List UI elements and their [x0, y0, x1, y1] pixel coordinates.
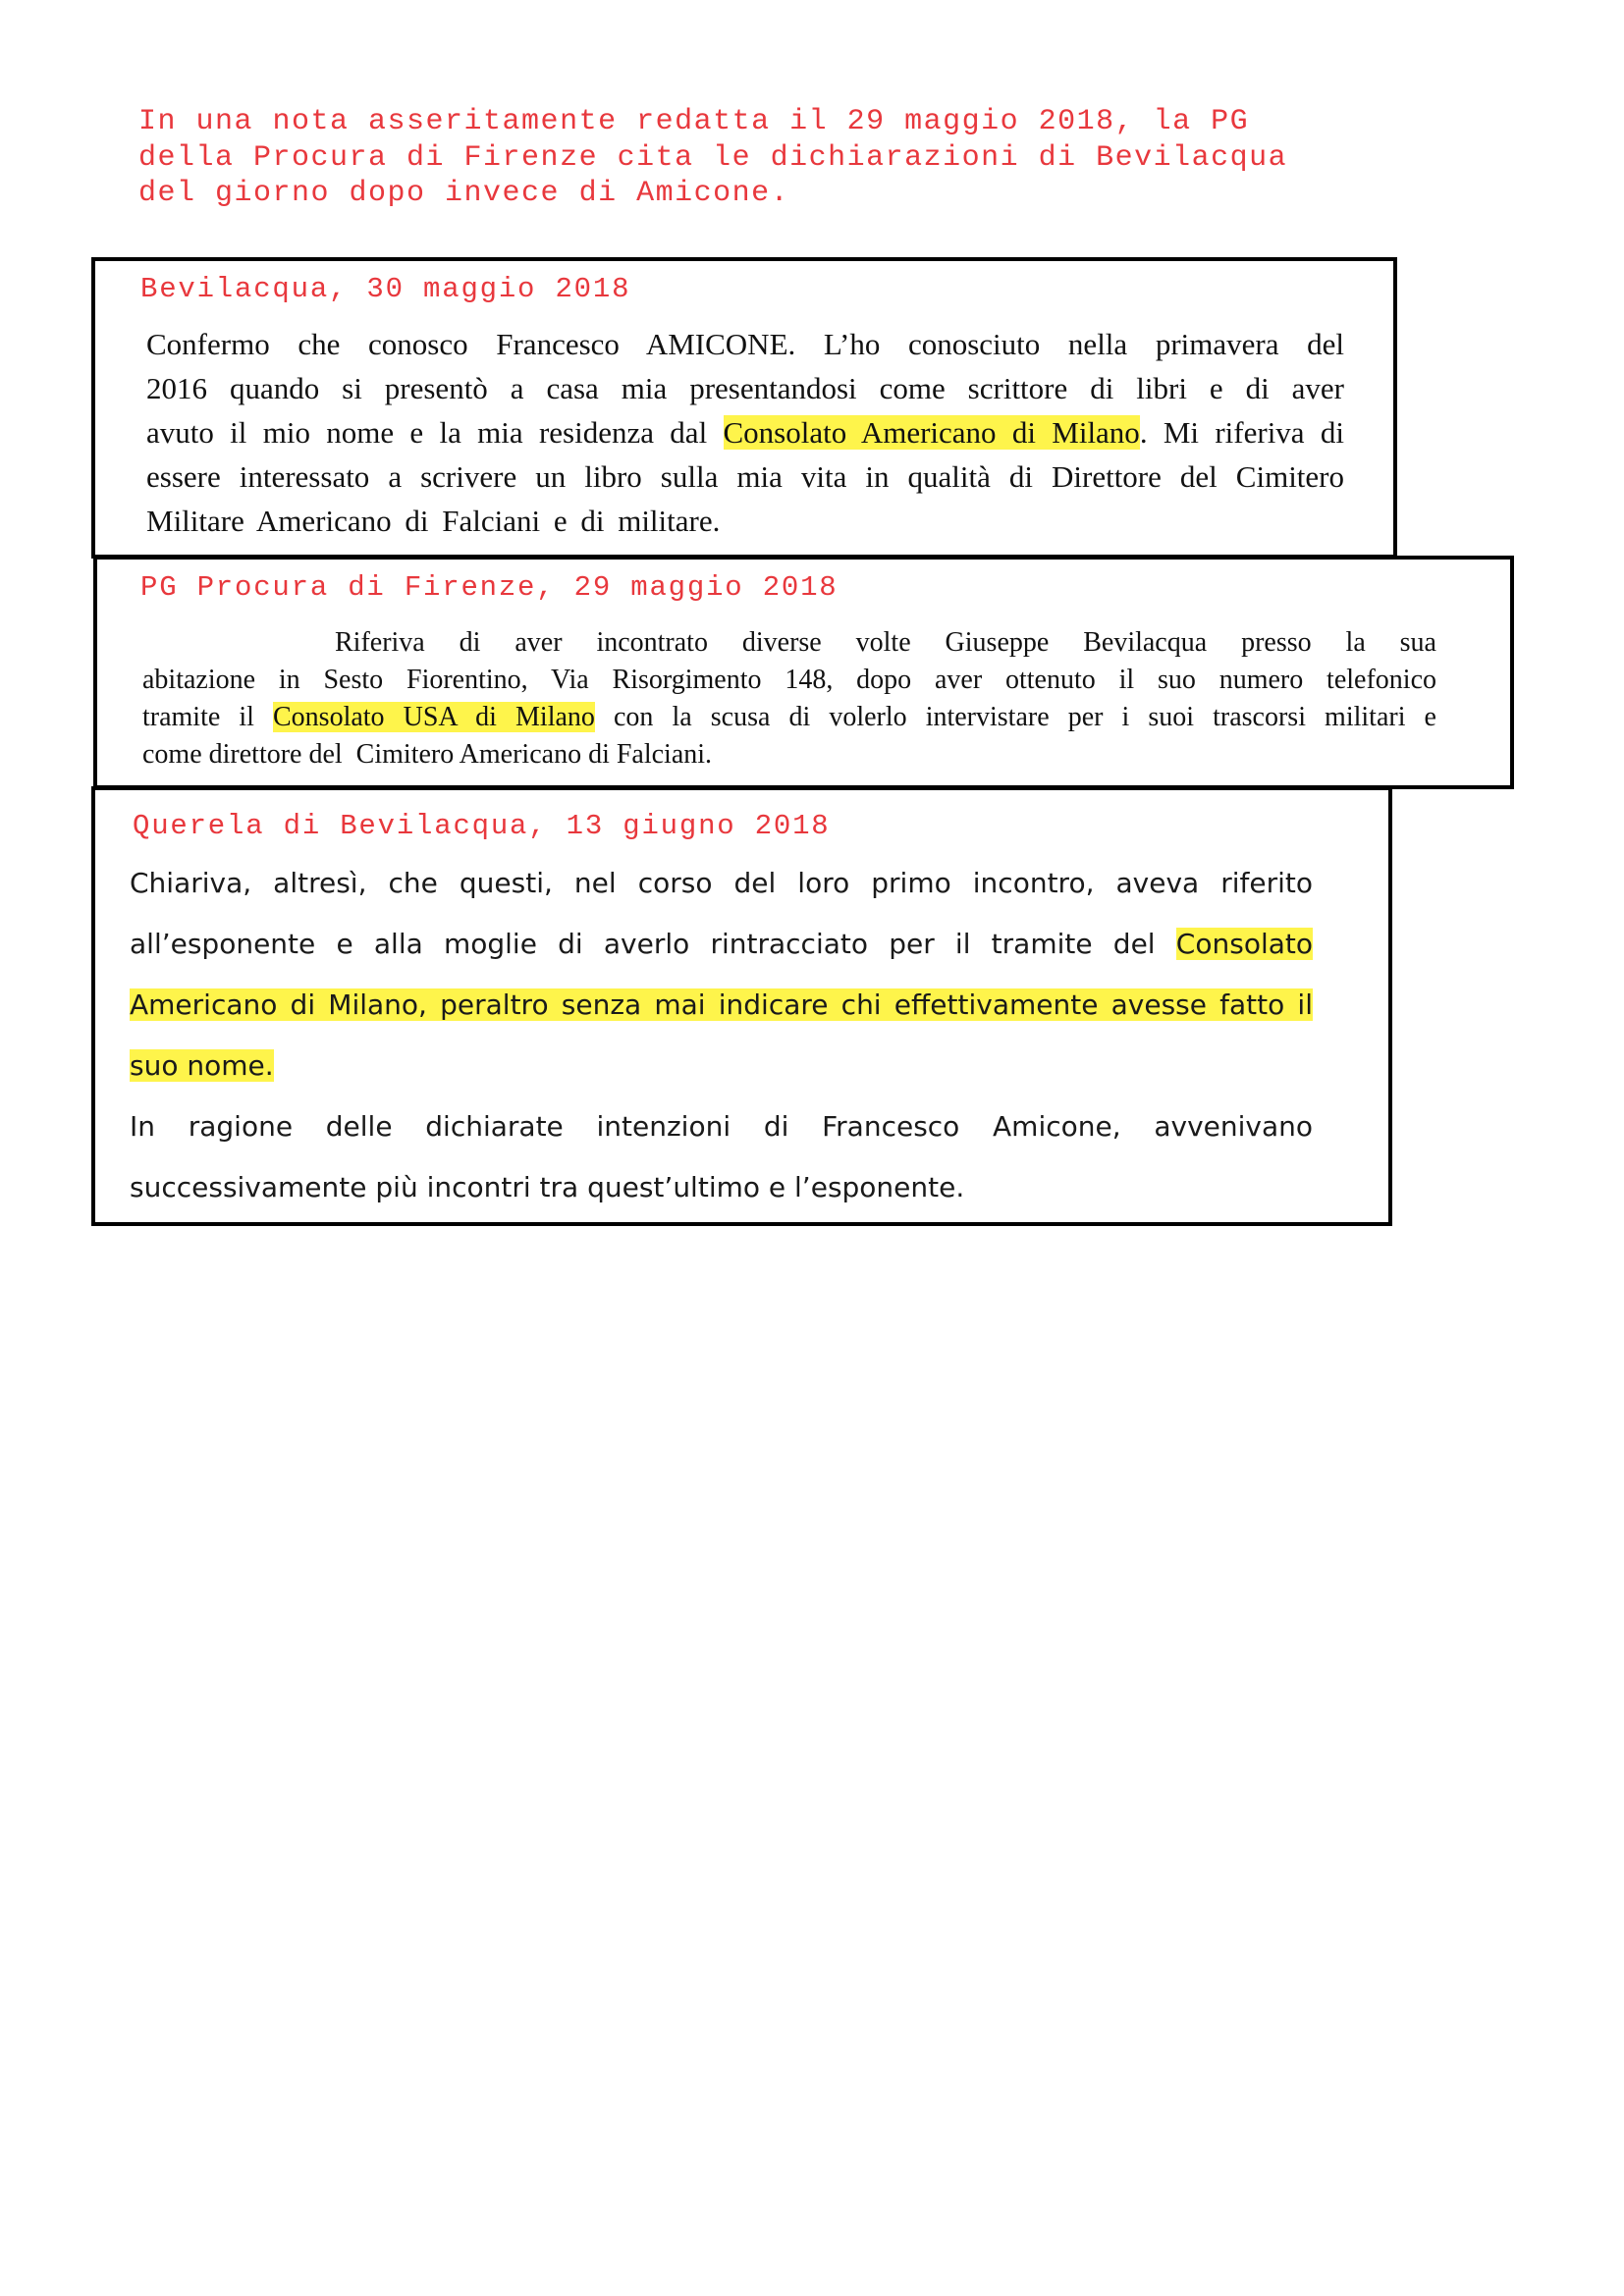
text-line: Confermo che conosco Francesco AMICONE. L’ho conosciuto nella primavera del — [146, 327, 1344, 361]
highlighted-text: Consolato Americano di Milano — [723, 415, 1140, 450]
intro-line: della Procura di Firenze cita le dichiarazioni di Bevilacqua — [138, 140, 1288, 175]
highlighted-text: Consolato — [1175, 928, 1313, 960]
text-line: Riferiva di aver incontrato diverse volte Giuseppe Bevilacqua presso la sua — [335, 627, 1436, 658]
text-line: Chiariva, altresì, che questi, nel corso del loro primo incontro, aveva riferito — [130, 867, 1313, 899]
intro-note — [138, 104, 1356, 212]
excerpt-title: PG Procura di Firenze, 29 maggio 2018 — [140, 571, 839, 604]
intro-line: In una nota asseritamente redatta il 29 maggio 2018, la PG — [138, 105, 1250, 138]
text-segment: . Mi riferiva di — [1139, 415, 1344, 450]
excerpt-text — [130, 853, 1313, 1218]
text-line: essere interessato a scrivere un libro sulla mia vita in qualità di Direttore del Cimitero — [146, 459, 1344, 494]
intro-line: del giorno dopo invece di Amicone. — [138, 177, 790, 210]
text-line — [130, 914, 1313, 975]
text-line: come direttore del Cimitero Americano di Falciani. — [142, 739, 713, 770]
text-line: In ragione delle dichiarate intenzioni di Francesco Amicone, avvenivano — [130, 1110, 1313, 1143]
text-line: successivamente più incontri tra quest’ultimo e l’esponente. — [130, 1171, 965, 1203]
text-line: Militare Americano di Falciani e di militare. — [146, 504, 721, 538]
excerpt-text — [146, 322, 1344, 543]
text-segment: tramite il — [142, 702, 273, 732]
text-line — [130, 1036, 1313, 1096]
excerpt-pg-procura-29-maggio — [93, 556, 1514, 789]
text-line — [130, 975, 1313, 1036]
text-segment: all’esponente e alla moglie di averlo rintracciato per il tramite del — [130, 928, 1176, 960]
excerpt-title: Bevilacqua, 30 maggio 2018 — [140, 273, 631, 305]
highlighted-text: Americano di Milano, peraltro senza mai indicare chi effettivamente avesse fatto il — [130, 988, 1313, 1021]
highlighted-text: Consolato USA di Milano — [273, 702, 595, 732]
highlighted-text: suo nome. — [130, 1049, 274, 1082]
excerpt-title: Querela di Bevilacqua, 13 giugno 2018 — [133, 810, 831, 842]
excerpt-bevilacqua-30-maggio — [91, 257, 1397, 559]
text-line — [142, 699, 1436, 736]
text-segment: con la scusa di volerlo intervistare per i suoi trascorsi militari e — [594, 702, 1436, 732]
text-line: abitazione in Sesto Fiorentino, Via Risorgimento 148, dopo aver ottenuto il suo numero telefonico — [142, 665, 1436, 695]
text-line: 2016 quando si presentò a casa mia presentandosi come scrittore di libri e di aver — [146, 371, 1344, 405]
text-segment: avuto il mio nome e la mia residenza dal — [146, 415, 724, 450]
excerpt-text — [142, 624, 1436, 774]
text-line — [146, 410, 1344, 454]
excerpt-querela-13-giugno — [91, 786, 1392, 1226]
